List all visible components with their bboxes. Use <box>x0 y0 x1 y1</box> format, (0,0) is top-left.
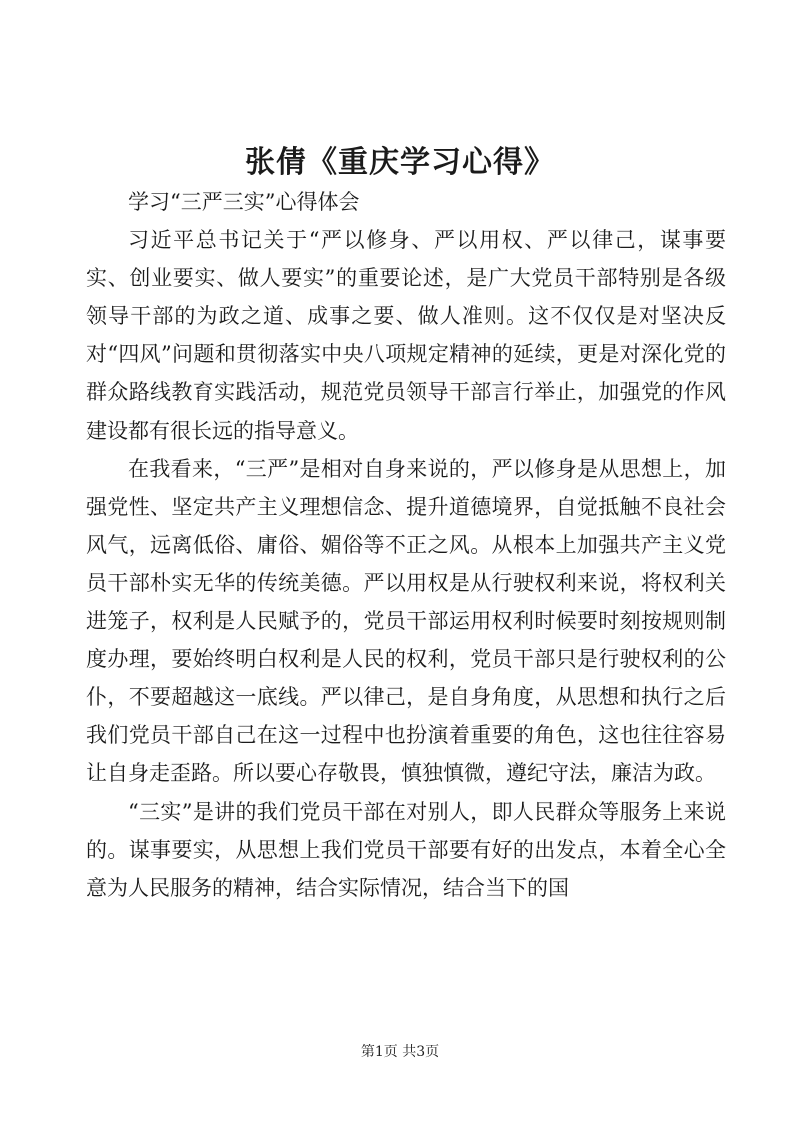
page-number-footer: 第1页 共3页 <box>360 1044 440 1060</box>
body-paragraph: 习近平总书记关于“严以修身、严以用权、严以律己，谋事要实、创业要实、做人要实”的重要论述，是广大党员干部特别是各级领导干部的为政之道、成事之要、做人准则。这不仅仅是对坚决反对“四风”问题和贯彻落实中央八项规定精神的延续，更是对深化党的群众路线教育实践活动，规范党员领导干部言行举止，加强党的作风建设都有很长远的指导意义。 <box>86 228 726 443</box>
body-paragraph: “三实”是讲的我们党员干部在对别人，即人民群众等服务上来说的。谋事要实，从思想上我们党员干部要有好的出发点，本着全心全意为人民服务的精神，结合实际情况，结合当下的国 <box>86 799 726 900</box>
body-paragraph: 在我看来，“三严”是相对自身来说的，严以修身是从思想上，加强党性、坚定共产主义理想信念、提升道德境界，自觉抵触不良社会风气，远离低俗、庸俗、媚俗等不正之风。从根本上加强共产主义党员干部朴实无华的传统美德。严以用权是从行驶权利来说，将权利关进笼子，权利是人民赋予的，党员干部运用权利时候要时刻按规则制度办理，要始终明白权利是人民的权利，党员干部只是行驶权利的公仆，不要超越这一底线。严以律己，是自身角度，从思想和执行之后我们党员干部自己在这一过程中也扮演着重要的角色，这也往往容易让自身走歪路。所以要心存敬畏，慎独慎微，遵纪守法，廉洁为政。 <box>86 456 726 786</box>
document-title: 张倩《重庆学习心得》 <box>245 145 555 180</box>
body-paragraph: 学习“三严三实”心得体会 <box>128 190 360 214</box>
document-body <box>86 183 726 907</box>
